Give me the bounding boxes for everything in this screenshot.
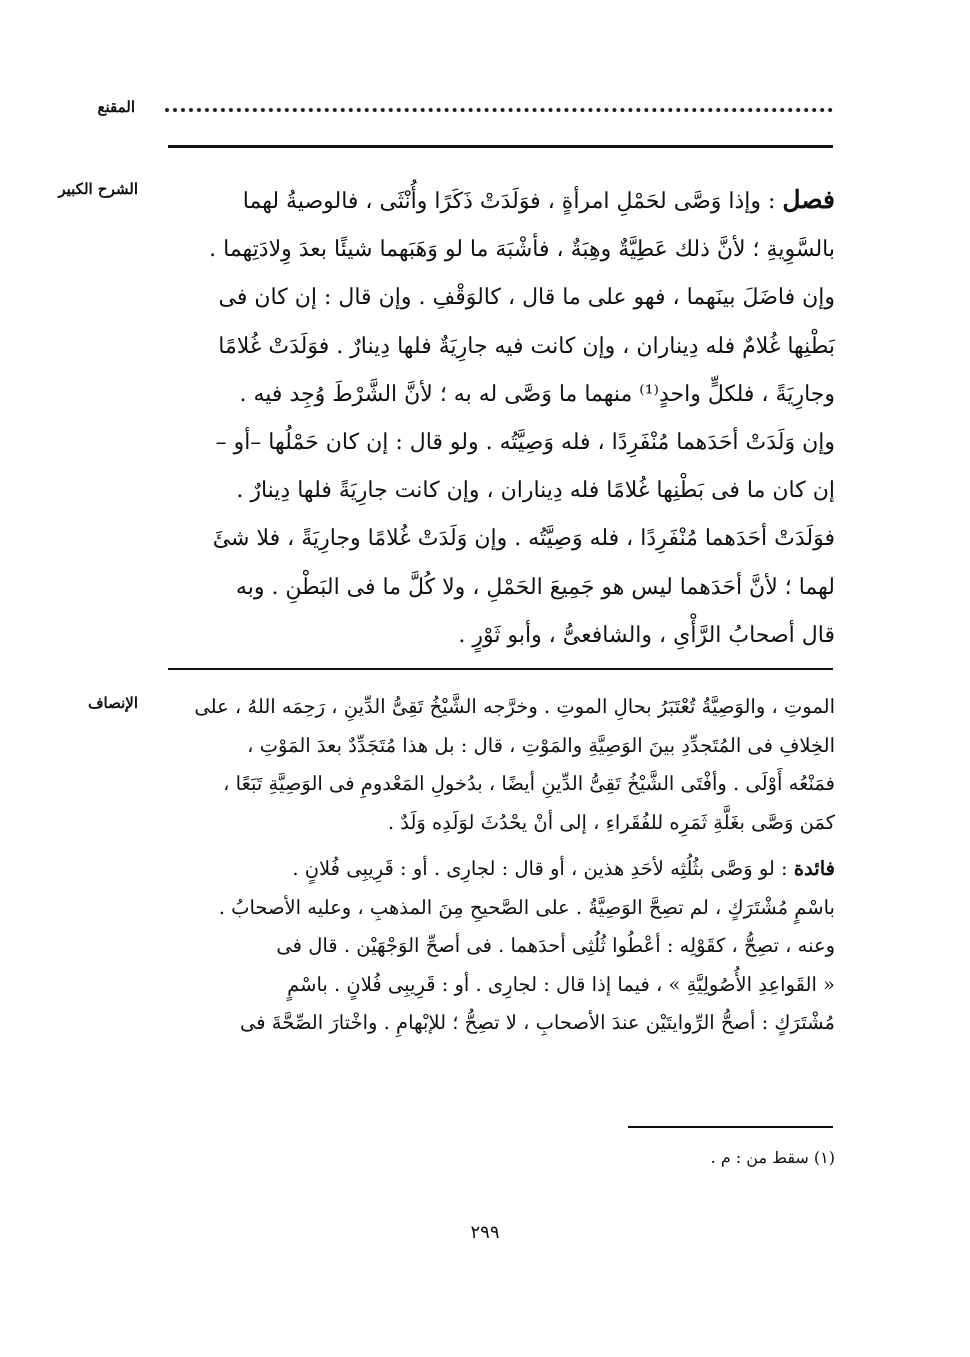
- text-line: قال أصحابُ الرَّأْىِ ، والشافعىُّ ، وأبو ثَوْرٍ .: [458, 622, 835, 648]
- section-heading: فصل: [782, 185, 835, 214]
- text-line: وعنه ، تصِحُّ ، كقَوْلِه : أعْطُوا ثُلُثِى أحدَهما . فى أصحِّ الوَجْهَيْن . قال فى: [276, 934, 835, 957]
- text-line: فمَنْعُه أَوْلَى . وأفْتَى الشَّيْخُ تَقِىُّ الدِّينِ أيضًا ، بدُخولِ المَعْدومِ فى الوَصِيَّةِ تَبَعًا ،: [223, 772, 835, 795]
- insaf-section-label: الإنصاف: [87, 694, 138, 712]
- sharh-text-block: [163, 176, 835, 660]
- running-header-title: المقنع: [97, 98, 135, 116]
- text-line: فائدة : لو وَصَّى بثُلُثِه لأحَدِ هذين ، أو قال : لجارِى . أو : قَرِيبِى فُلانٍ .: [292, 857, 835, 880]
- text-line: باسْمٍ مُشْتَرَكٍ ، لم تصِحَّ الوَصِيَّةُ . على الصَّحيحِ مِنَ المذهبِ ، وعليه الأصحابُ .: [218, 895, 835, 919]
- text-line: إن كان ما فى بَطْنِها غُلامًا فله دِيناران ، وإن كانت جارِيَةً فلها دِينارٌ .: [236, 478, 835, 504]
- text-line: فوَلَدَتْ أحَدَهما مُنْفَرِدًا ، فله وَصِيَّتُه . وإن وَلَدَتْ غُلامًا وجارِيَةً ، فلا شئَ: [212, 526, 835, 552]
- page-number: ٢٩٩: [470, 1222, 500, 1243]
- text-line: كمَن وَصَّى بغَلَّةِ ثَمَرِه للفُقَراءِ ، إلى أنْ يحْدُثَ لوَلَدِه وَلَدٌ .: [387, 810, 835, 834]
- footnote-rule: [628, 1126, 833, 1128]
- text-line: وجارِيَةً ، فلكلٍّ واحدٍ⁽¹⁾ منهما ما وَصَّى له به ؛ لأنَّ الشَّرْطَ وُجِد فيه .: [239, 381, 835, 407]
- text-line: فصل : وإذا وَصَّى لحَمْلِ امرأةٍ ، فوَلَدَتْ ذَكَرًا وأُنْثَى ، فالوصيةُ لهما: [242, 185, 835, 214]
- text-line: مُشْتَرَكٍ : أصحُّ الرِّوايتَيْن عندَ الأصحابِ ، لا تصِحُّ ؛ للإبْهامِ . واخْتارَ الصِّحَّةَ فى: [240, 1011, 835, 1034]
- paragraph-gap: [163, 842, 835, 850]
- text-line: وإن فاضَلَ بينَهما ، فهو على ما قال ، كالوَقْفِ . وإن قال : إن كان فى: [218, 285, 835, 311]
- text-line: الموتِ ، والوَصِيَّةُ تُعْتَبَرُ بحالِ الموتِ . وخرَّجه الشَّيْخُ تَقِىُّ الدِّينِ ، رَحِمَه اللهُ ، على: [194, 695, 835, 718]
- footnote: (١) سقط من : م .: [710, 1148, 835, 1167]
- header-dotted-line: [165, 108, 833, 112]
- text-line: لهما ؛ لأنَّ أحَدَهما ليس هو جَمِيعَ الحَمْلِ ، ولا كُلَّ ما فى البَطْنِ . وبه: [235, 574, 835, 600]
- text-line: وإن وَلَدَتْ أحَدَهما مُنْفَرِدًا ، فله وَصِيَّتُه . ولو قال : إن كان حَمْلُها –أو –: [215, 430, 835, 456]
- faida-heading: فائدة: [793, 857, 835, 880]
- text-line: بَطْنِها غُلامٌ فله دِيناران ، وإن كانت فيه جارِيَةٌ فلها دِينارٌ . فوَلَدَتْ غُلامًا: [218, 333, 835, 359]
- text-line: بالسَّوِيةِ ؛ لأنَّ ذلك عَطِيَّةٌ وهِبَةٌ ، فأشْبَهَ ما لو وَهَبَهما شيئًا بعدَ وِلادَتِهما .: [209, 237, 835, 263]
- text-line: « القَواعِدِ الأُصُولِيَّةِ » ، فيما إذا قال : لجارِى . أو : قَرِيبِى فُلانٍ . باسْمٍ: [287, 972, 835, 996]
- sharh-section-label: الشرح الكبير: [58, 180, 138, 198]
- header-rule: [168, 145, 833, 148]
- section-divider: [168, 668, 833, 670]
- insaf-text-block: [163, 688, 835, 1043]
- text-line: الخِلافِ فى المُتَجدِّدِ بينَ الوَصِيَّةِ والمَوْتِ ، قال : بل هذا مُتَجَدِّدٌ بعدَ المَوْتِ ،: [247, 733, 835, 757]
